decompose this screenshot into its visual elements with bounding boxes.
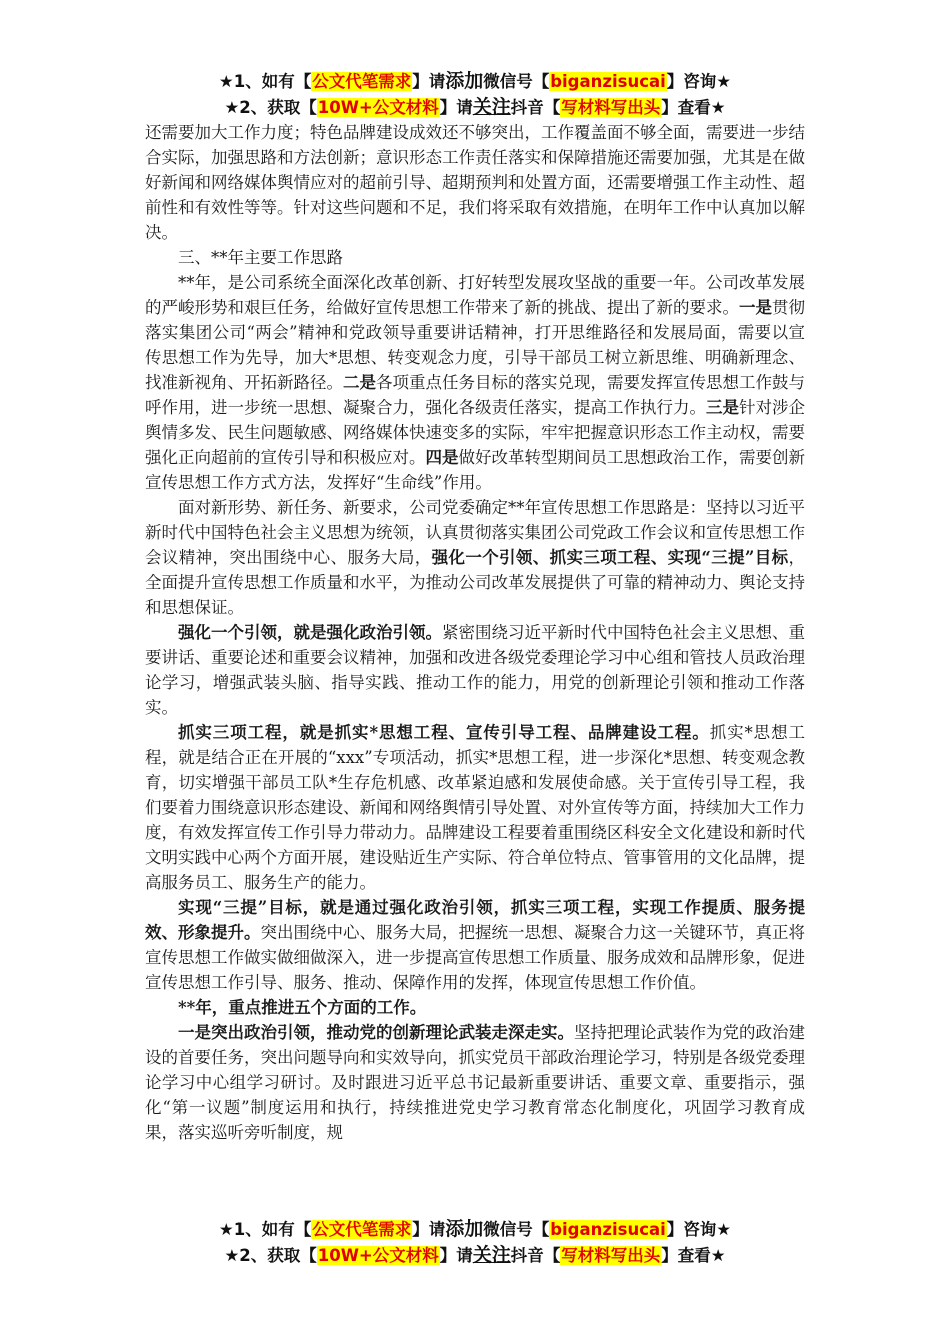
text: 突出围绕中心、服务大局，把握统一思想、凝聚合力这一关键环节，真正将宣传思想工作做实做细做深入，进一步提高宣传思想工作质量、服务成效和品牌形象，促进宣传思想工作引导、服务、推动、保障作用的发挥，体现宣传思想工作价值。 bbox=[145, 923, 805, 992]
bottom-banner-line-2 bbox=[145, 1242, 805, 1269]
bold-lead: 二是 bbox=[343, 373, 376, 392]
text: 各项重点任务目标的落实兑现，需要发挥宣传思想工作鼓与呼作用，进一步统一思想、凝聚合力，强化各级责任落实，提高工作执行力。 bbox=[145, 373, 805, 417]
banner-text: 】咨询★ bbox=[666, 1220, 732, 1239]
banner-emphasis: 关注 bbox=[472, 96, 511, 118]
banner-text: ★2、获取【 bbox=[224, 1246, 317, 1265]
paragraph-1: 还需要加大工作力度；特色品牌建设成效还不够突出，工作覆盖面不够全面，需要进一步结合实际，加强思路和方法创新；意识形态工作责任落实和保障措施还需要加强，尤其是在做好新闻和网络媒体舆情应对的超前引导、超期预判和处置方面，还需要增强工作主动性、超前性和有效性等等。针对这些问题和不足，我们将采取有效措施，在明年工作中认真加以解决。 bbox=[145, 123, 805, 242]
paragraph-5 bbox=[145, 720, 805, 895]
banner-wechat-id: biganzisucai bbox=[550, 72, 666, 91]
banner-text: 】请 bbox=[412, 72, 446, 91]
banner-text: 抖音【 bbox=[510, 98, 561, 117]
banner-emphasis: 添加 bbox=[445, 1218, 484, 1240]
banner-text: 】查看★ bbox=[661, 98, 726, 117]
paragraph-8 bbox=[145, 1020, 805, 1145]
paragraph-4 bbox=[145, 620, 805, 720]
paragraph-3 bbox=[145, 495, 805, 620]
paragraph-7: **年，重点推进五个方面的工作。 bbox=[178, 998, 427, 1017]
text: **年，是公司系统全面深化改革创新、打好转型发展攻坚战的重要一年。公司改革发展的严峻形势和艰巨任务，给做好宣传思想工作带来了新的挑战、提出了新的要求。 bbox=[145, 273, 805, 317]
banner-text: 】请 bbox=[439, 98, 473, 117]
banner-highlight: 10W+公文材料 bbox=[317, 1246, 439, 1265]
text: 贯彻落实集团公司“两会”精神和党政领导重要讲话精神，打开思维路径和发展局面，需要以宣传思想工作为先导，加大*思想、转变观念力度，引导干部员工树立新思维、明确新理念、找准新视角、开拓新路径。 bbox=[145, 298, 805, 392]
banner-text: 抖音【 bbox=[510, 1246, 561, 1265]
paragraph-6 bbox=[145, 895, 805, 995]
banner-text: ★1、如有【 bbox=[218, 1220, 312, 1239]
bottom-banner-line-1 bbox=[145, 1216, 805, 1243]
banner-text: 微信号【 bbox=[483, 72, 550, 91]
bold-lead: 一是突出政治引领，推动党的创新理论武装走深走实。 bbox=[178, 1023, 574, 1042]
bold-lead: 强化一个引领，就是强化政治引领。 bbox=[178, 623, 442, 642]
paragraph-2 bbox=[145, 270, 805, 495]
banner-text: 】请 bbox=[412, 1220, 446, 1239]
text: 紧密围绕习近平新时代中国特色社会主义思想、重要讲话、重要论述和重要会议精神，加强和改进各级党委理论学习中心组和管技人员政治理论学习，增强武装头脑、指导实践、推动工作的能力，用党的创新理论引领和推动工作落实。 bbox=[145, 623, 805, 717]
banner-emphasis: 添加 bbox=[445, 70, 484, 92]
text: ，全面提升宣传思想工作质量和水平，为推动公司改革发展提供了可靠的精神动力、舆论支持和思想保证。 bbox=[145, 548, 805, 617]
bold-lead: 四是 bbox=[425, 448, 459, 467]
banner-wechat-id: biganzisucai bbox=[550, 1220, 666, 1239]
banner-douyin-id: 写材料写出头 bbox=[561, 98, 661, 117]
text: 做好改革转型期间员工思想政治工作，需要创新宣传思想工作方式方法，发挥好“生命线”作用。 bbox=[145, 448, 805, 492]
text: 面对新形势、新任务、新要求，公司党委确定**年宣传思想工作思路是：坚持以习近平新时代中国特色社会主义思想为统领，认真贯彻落实集团公司党政工作会议和宣传思想工作会议精神，突出围绕中心、服务大局， bbox=[145, 498, 805, 567]
banner-text: ★2、获取【 bbox=[224, 98, 317, 117]
banner-emphasis: 关注 bbox=[472, 1244, 511, 1266]
bold-lead: 抓实三项工程，就是抓实*思想工程、宣传引导工程、品牌建设工程。 bbox=[178, 723, 710, 742]
bold-lead: 三是 bbox=[706, 398, 739, 417]
banner-text: 】查看★ bbox=[661, 1246, 726, 1265]
top-banner-line-1 bbox=[145, 68, 805, 95]
bold-lead: 实现“三提”目标，就是通过强化政治引领，抓实三项工程，实现工作提质、服务提效、形象提升。 bbox=[145, 898, 805, 942]
banner-highlight: 公文代笔需求 bbox=[312, 1220, 412, 1239]
banner-douyin-id: 写材料写出头 bbox=[561, 1246, 661, 1265]
banner-highlight: 10W+公文材料 bbox=[317, 98, 439, 117]
text: 坚持把理论武装作为党的政治建设的首要任务，突出问题导向和实效导向，抓实党员干部政治理论学习，特别是各级党委理论学习中心组学习研讨。及时跟进习近平总书记最新重要讲话、重要文章、重要指示，强化“第一议题”制度运用和执行，持续推进党史学习教育常态化制度化，巩固学习教育成果，落实巡听旁听制度，规 bbox=[145, 1023, 805, 1142]
bold-lead: 一是 bbox=[739, 298, 772, 317]
banner-text: 微信号【 bbox=[483, 1220, 550, 1239]
banner-highlight: 公文代笔需求 bbox=[312, 72, 412, 91]
banner-text: 】咨询★ bbox=[666, 72, 732, 91]
banner-text: 】请 bbox=[439, 1246, 473, 1265]
banner-text: ★1、如有【 bbox=[218, 72, 312, 91]
top-banner-line-2 bbox=[145, 94, 805, 121]
document-body bbox=[145, 120, 805, 1145]
bold-phrase: 强化一个引领、抓实三项工程、实现“三提”目标 bbox=[431, 548, 789, 567]
text: 抓实*思想工程，就是结合正在开展的“xxx”专项活动，抓实*思想工程，进一步深化*思想、转变观念教育，切实增强干部员工队*生存危机感、改革紧迫感和发展使命感。关于宣传引导工程，我们要着力围绕意识形态建设、新闻和网络舆情引导处置、对外宣传等方面，持续加大工作力度，有效发挥宣传工作引导力带动力。品牌建设工程要着重围绕区科安全文化建设和新时代文明实践中心两个方面开展，建设贴近生产实际、符合单位特点、管事管用的文化品牌，提高服务员工、服务生产的能力。 bbox=[145, 723, 805, 892]
text: 针对涉企舆情多发、民生问题敏感、网络媒体快速变多的实际，牢牢把握意识形态工作主动权，需要强化正向超前的宣传引导和积极应对。 bbox=[145, 398, 805, 467]
section-heading: 三、**年主要工作思路 bbox=[178, 248, 343, 267]
